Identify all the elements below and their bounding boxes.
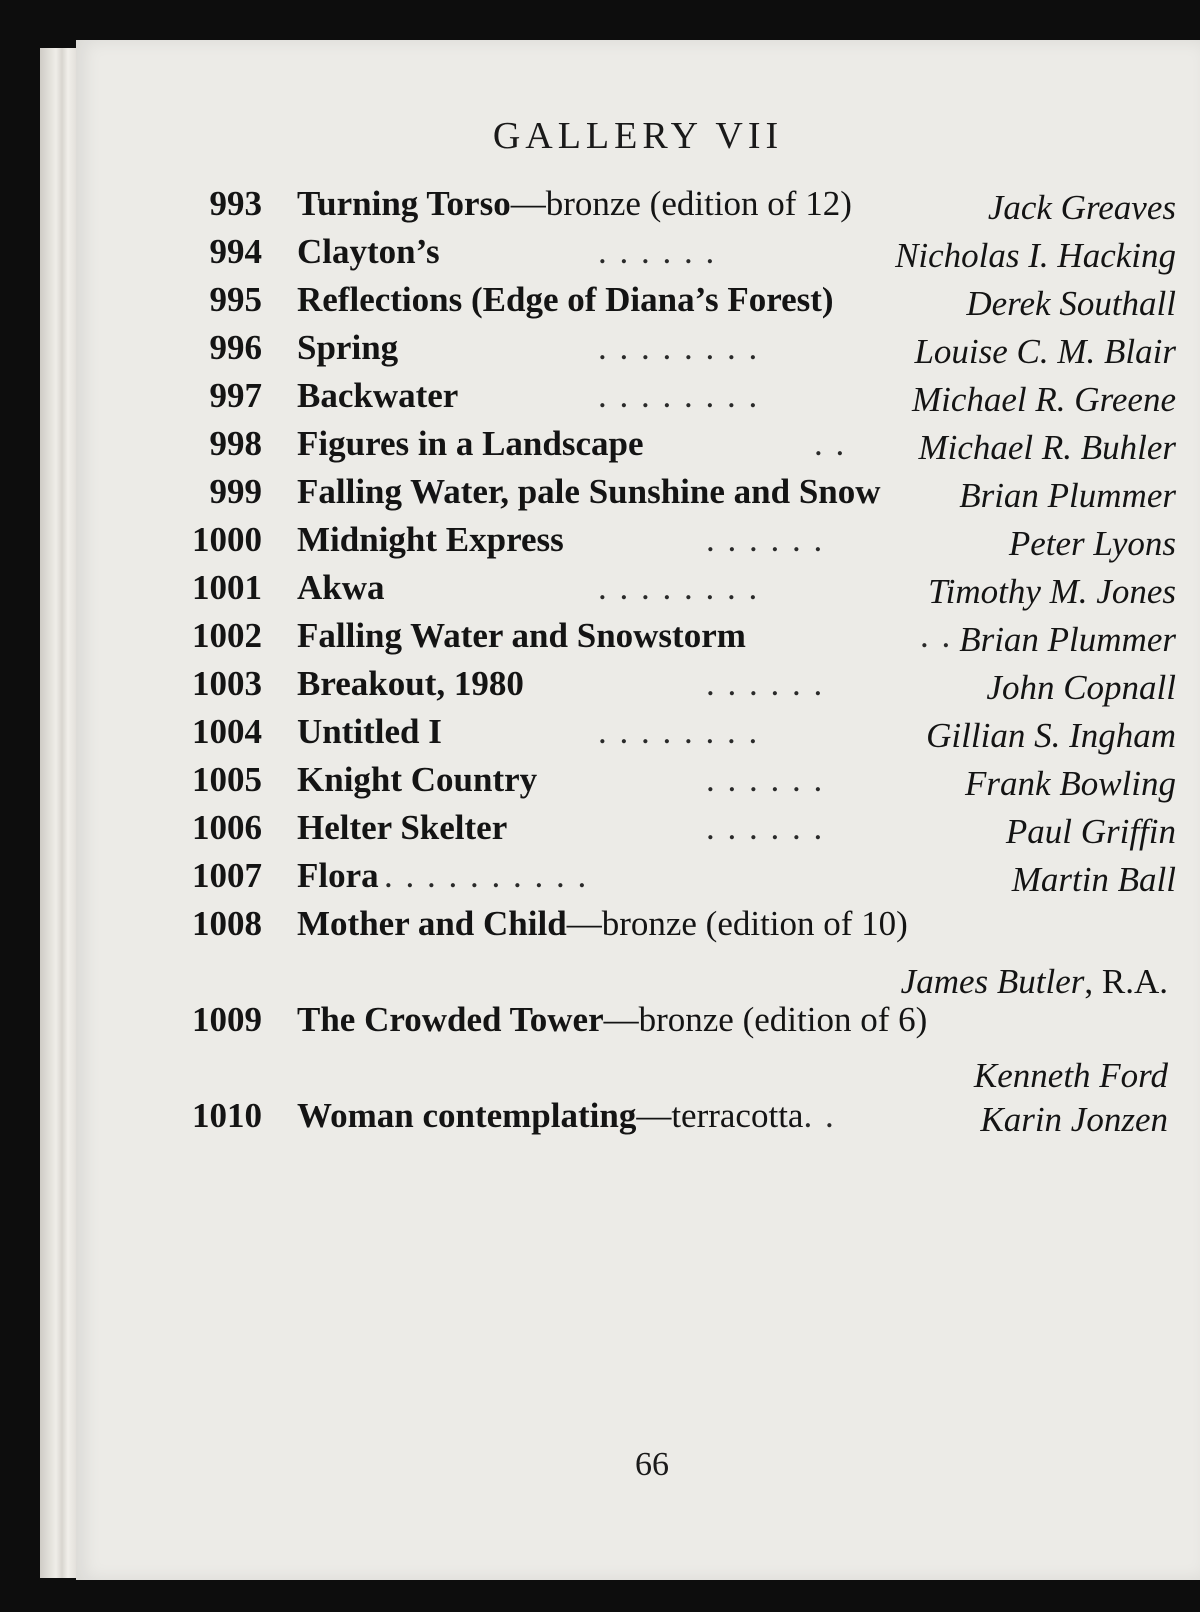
- entry-artist: Martin Ball: [1011, 860, 1176, 899]
- dot-leader: . . . . . . . .: [598, 376, 760, 415]
- dot-leader: . . . . . . . .: [598, 568, 760, 607]
- catalogue-entry: [176, 472, 1176, 520]
- page-edge: [40, 48, 80, 1578]
- catalogue-entry: [176, 280, 1176, 328]
- catalogue-entry: [176, 760, 1176, 808]
- catalogue-entry-artist-line: [176, 958, 1176, 1006]
- dot-leader: . . . . . .: [706, 520, 825, 559]
- entry-artist: James Butler, R.A.: [900, 962, 1168, 1001]
- catalogue-entry: [176, 424, 1176, 472]
- dot-leader: . . . . . .: [706, 760, 825, 799]
- entry-number: 1009: [192, 1000, 262, 1039]
- entry-number: 1004: [192, 712, 262, 751]
- entry-title: Backwater: [297, 376, 459, 415]
- entry-title: Midnight Express: [297, 520, 564, 559]
- catalogue-entry: [176, 184, 1176, 232]
- dot-leader: . . . . . .: [706, 808, 825, 847]
- entry-title: Spring: [297, 328, 399, 367]
- entry-title: Turning Torso—bronze (edition of 12): [297, 184, 852, 223]
- catalogue-entry: [176, 568, 1176, 616]
- entry-artist: Michael R. Greene: [911, 380, 1176, 419]
- entry-number: 995: [209, 280, 262, 319]
- catalogue-entry: [176, 376, 1176, 424]
- entry-number: 1000: [192, 520, 262, 559]
- entry-title: Breakout, 1980: [297, 664, 524, 703]
- catalogue-entry: [176, 328, 1176, 376]
- entry-artist: Paul Griffin: [1005, 812, 1176, 851]
- entry-artist: Karin Jonzen: [980, 1100, 1168, 1139]
- dot-leader: . .: [814, 424, 847, 463]
- entry-title: Clayton’s: [297, 232, 440, 271]
- entry-number: 997: [209, 376, 262, 415]
- entry-title: Reflections (Edge of Diana’s Forest): [297, 280, 834, 319]
- entry-artist: Brian Plummer: [959, 476, 1176, 515]
- catalogue-entry: [176, 232, 1176, 280]
- entry-artist: Brian Plummer: [959, 620, 1176, 659]
- entry-title: Untitled I: [297, 712, 442, 751]
- catalogue-entry: [176, 904, 1176, 952]
- catalogue-entry-artist-line: [176, 1052, 1176, 1100]
- entry-number: 1005: [192, 760, 262, 799]
- dot-leader: . .: [920, 616, 953, 655]
- entry-title: Knight Country: [297, 760, 538, 799]
- entry-title: Falling Water, pale Sunshine and Snow: [297, 472, 881, 511]
- catalogue-entry: [176, 616, 1176, 664]
- dot-leader: . . . . . . . .: [598, 328, 760, 367]
- entry-title: Helter Skelter: [297, 808, 508, 847]
- entry-artist: Nicholas I. Hacking: [895, 236, 1176, 275]
- entry-artist: Peter Lyons: [1008, 524, 1176, 563]
- catalogue-entry: [176, 664, 1176, 712]
- catalogue-entry: [176, 520, 1176, 568]
- entry-artist: Gillian S. Ingham: [926, 716, 1176, 755]
- catalogue-entry: [176, 1000, 1176, 1048]
- entry-number: 1003: [192, 664, 262, 703]
- entry-number: 1010: [192, 1096, 262, 1135]
- catalogue-entry: [176, 808, 1176, 856]
- entry-artist: Michael R. Buhler: [918, 428, 1176, 467]
- entry-artist: Jack Greaves: [987, 188, 1176, 227]
- entry-number: 998: [209, 424, 262, 463]
- catalogue-entry: [176, 712, 1176, 760]
- catalogue-page: [76, 40, 1200, 1580]
- entry-artist: John Copnall: [986, 668, 1176, 707]
- entry-number: 1002: [192, 616, 262, 655]
- entry-number: 1006: [192, 808, 262, 847]
- entry-number: 1008: [192, 904, 262, 943]
- entry-artist: Timothy M. Jones: [928, 572, 1176, 611]
- entry-number: 1001: [192, 568, 262, 607]
- entry-title: Akwa: [297, 568, 385, 607]
- entry-number: 993: [209, 184, 262, 223]
- dot-leader: . . . . . . . . . .: [384, 856, 589, 895]
- entry-number: 996: [209, 328, 262, 367]
- entry-title: The Crowded Tower—bronze (edition of 6): [297, 1000, 928, 1039]
- gallery-heading: GALLERY VII: [492, 115, 784, 157]
- entry-artist: Kenneth Ford: [973, 1056, 1168, 1095]
- dot-leader: . . . . . . . .: [598, 712, 760, 751]
- page-number: 66: [635, 1446, 669, 1483]
- entry-number: 994: [209, 232, 262, 271]
- entry-number: 1007: [192, 856, 262, 895]
- entry-number: 999: [209, 472, 262, 511]
- entry-title: Mother and Child—bronze (edition of 10): [297, 904, 908, 943]
- catalogue-entry: [176, 1096, 1176, 1144]
- dot-leader: . . . . . .: [706, 664, 825, 703]
- entry-title: Figures in a Landscape: [297, 424, 644, 463]
- entry-title: Falling Water and Snowstorm: [297, 616, 746, 655]
- entry-artist: Derek Southall: [966, 284, 1176, 323]
- entry-title: Flora: [297, 856, 379, 895]
- entry-artist: Frank Bowling: [965, 764, 1176, 803]
- entry-artist: Louise C. M. Blair: [914, 332, 1176, 371]
- dot-leader: . . . . . .: [598, 232, 717, 271]
- catalogue-entry: [176, 856, 1176, 904]
- entry-title: Woman contemplating—terracotta. .: [297, 1096, 836, 1135]
